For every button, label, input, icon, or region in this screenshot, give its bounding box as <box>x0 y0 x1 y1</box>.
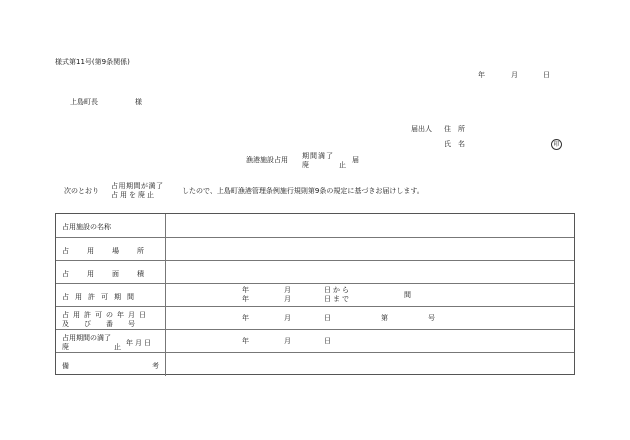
title-option-top: 期間満了 <box>302 152 334 160</box>
row-label-cell <box>56 214 166 237</box>
permit-month: 月 <box>284 314 291 322</box>
date-year-label: 年 <box>478 71 485 79</box>
permit-year: 年 <box>242 314 249 322</box>
title-option-bottom-2: 止 <box>339 161 346 169</box>
expiry-label-line1: 占用期間の満了 <box>62 334 111 342</box>
location-label: 占用場所 <box>62 247 162 255</box>
permit-number-suffix: 号 <box>428 314 435 322</box>
permit-date-label-line1: 占用許可の年月日 <box>62 311 150 319</box>
body-intro: 次のとおり <box>64 187 99 195</box>
applicant-label: 届出人 <box>411 125 432 133</box>
to-month: 月 <box>284 295 291 303</box>
body-option-bottom: 占用を廃止 <box>111 191 156 199</box>
remarks-label-a: 備 <box>62 362 69 370</box>
row-label-cell <box>56 330 166 353</box>
addressee-honorific: 様 <box>135 98 142 106</box>
remarks-label-b: 考 <box>152 362 159 370</box>
row-label-cell <box>56 307 166 330</box>
table-row <box>56 352 574 376</box>
from-day: 日から <box>324 286 351 294</box>
date-month-label: 月 <box>511 71 518 79</box>
row-label-cell <box>56 261 166 284</box>
from-month: 月 <box>284 286 291 294</box>
area-label: 占用面積 <box>62 270 162 278</box>
title-suffix: 届 <box>352 156 359 164</box>
title-prefix: 漁港施設占用 <box>246 156 288 164</box>
body-rest: したので、上島町漁港管理条例施行規則第9条の規定に基づきお届けします。 <box>182 187 424 195</box>
permit-period-label: 占用許可期間 <box>62 293 140 301</box>
date-day-label: 日 <box>543 71 550 79</box>
table-row <box>56 237 574 261</box>
form-number: 様式第11号(第9条関係) <box>55 58 130 66</box>
expiry-month: 月 <box>284 337 291 345</box>
seal-mark: 印 <box>551 139 562 150</box>
table-row <box>56 283 574 307</box>
applicant-address-label: 住 所 <box>444 125 465 133</box>
expiry-label-line2-a: 廃 <box>62 343 69 351</box>
period-unit: 間 <box>404 291 411 299</box>
applicant-name-label: 氏 名 <box>444 140 465 148</box>
table-row <box>56 306 574 330</box>
title-option-bottom-1: 廃 <box>302 161 309 169</box>
permit-number-prefix: 第 <box>381 314 388 322</box>
table-row <box>56 260 574 284</box>
expiry-year: 年 <box>242 337 249 345</box>
row-label-cell <box>56 284 166 307</box>
facility-name-label: 占用施設の名称 <box>62 223 111 231</box>
to-year: 年 <box>242 295 249 303</box>
row-label-cell <box>56 238 166 261</box>
form-table <box>55 213 575 375</box>
expiry-label-line2-b: 止 <box>114 343 121 351</box>
table-row <box>56 214 574 237</box>
to-day: 日まで <box>324 295 351 303</box>
permit-day: 日 <box>324 314 331 322</box>
table-row <box>56 329 574 353</box>
permit-date-label-line2: 及び番号 <box>62 320 150 328</box>
expiry-label-suffix: 年月日 <box>126 339 153 347</box>
from-year: 年 <box>242 286 249 294</box>
row-label-cell <box>56 353 166 376</box>
body-option-top: 占用期間が満了 <box>111 182 164 190</box>
addressee-name: 上島町長 <box>70 98 98 106</box>
expiry-day: 日 <box>324 337 331 345</box>
